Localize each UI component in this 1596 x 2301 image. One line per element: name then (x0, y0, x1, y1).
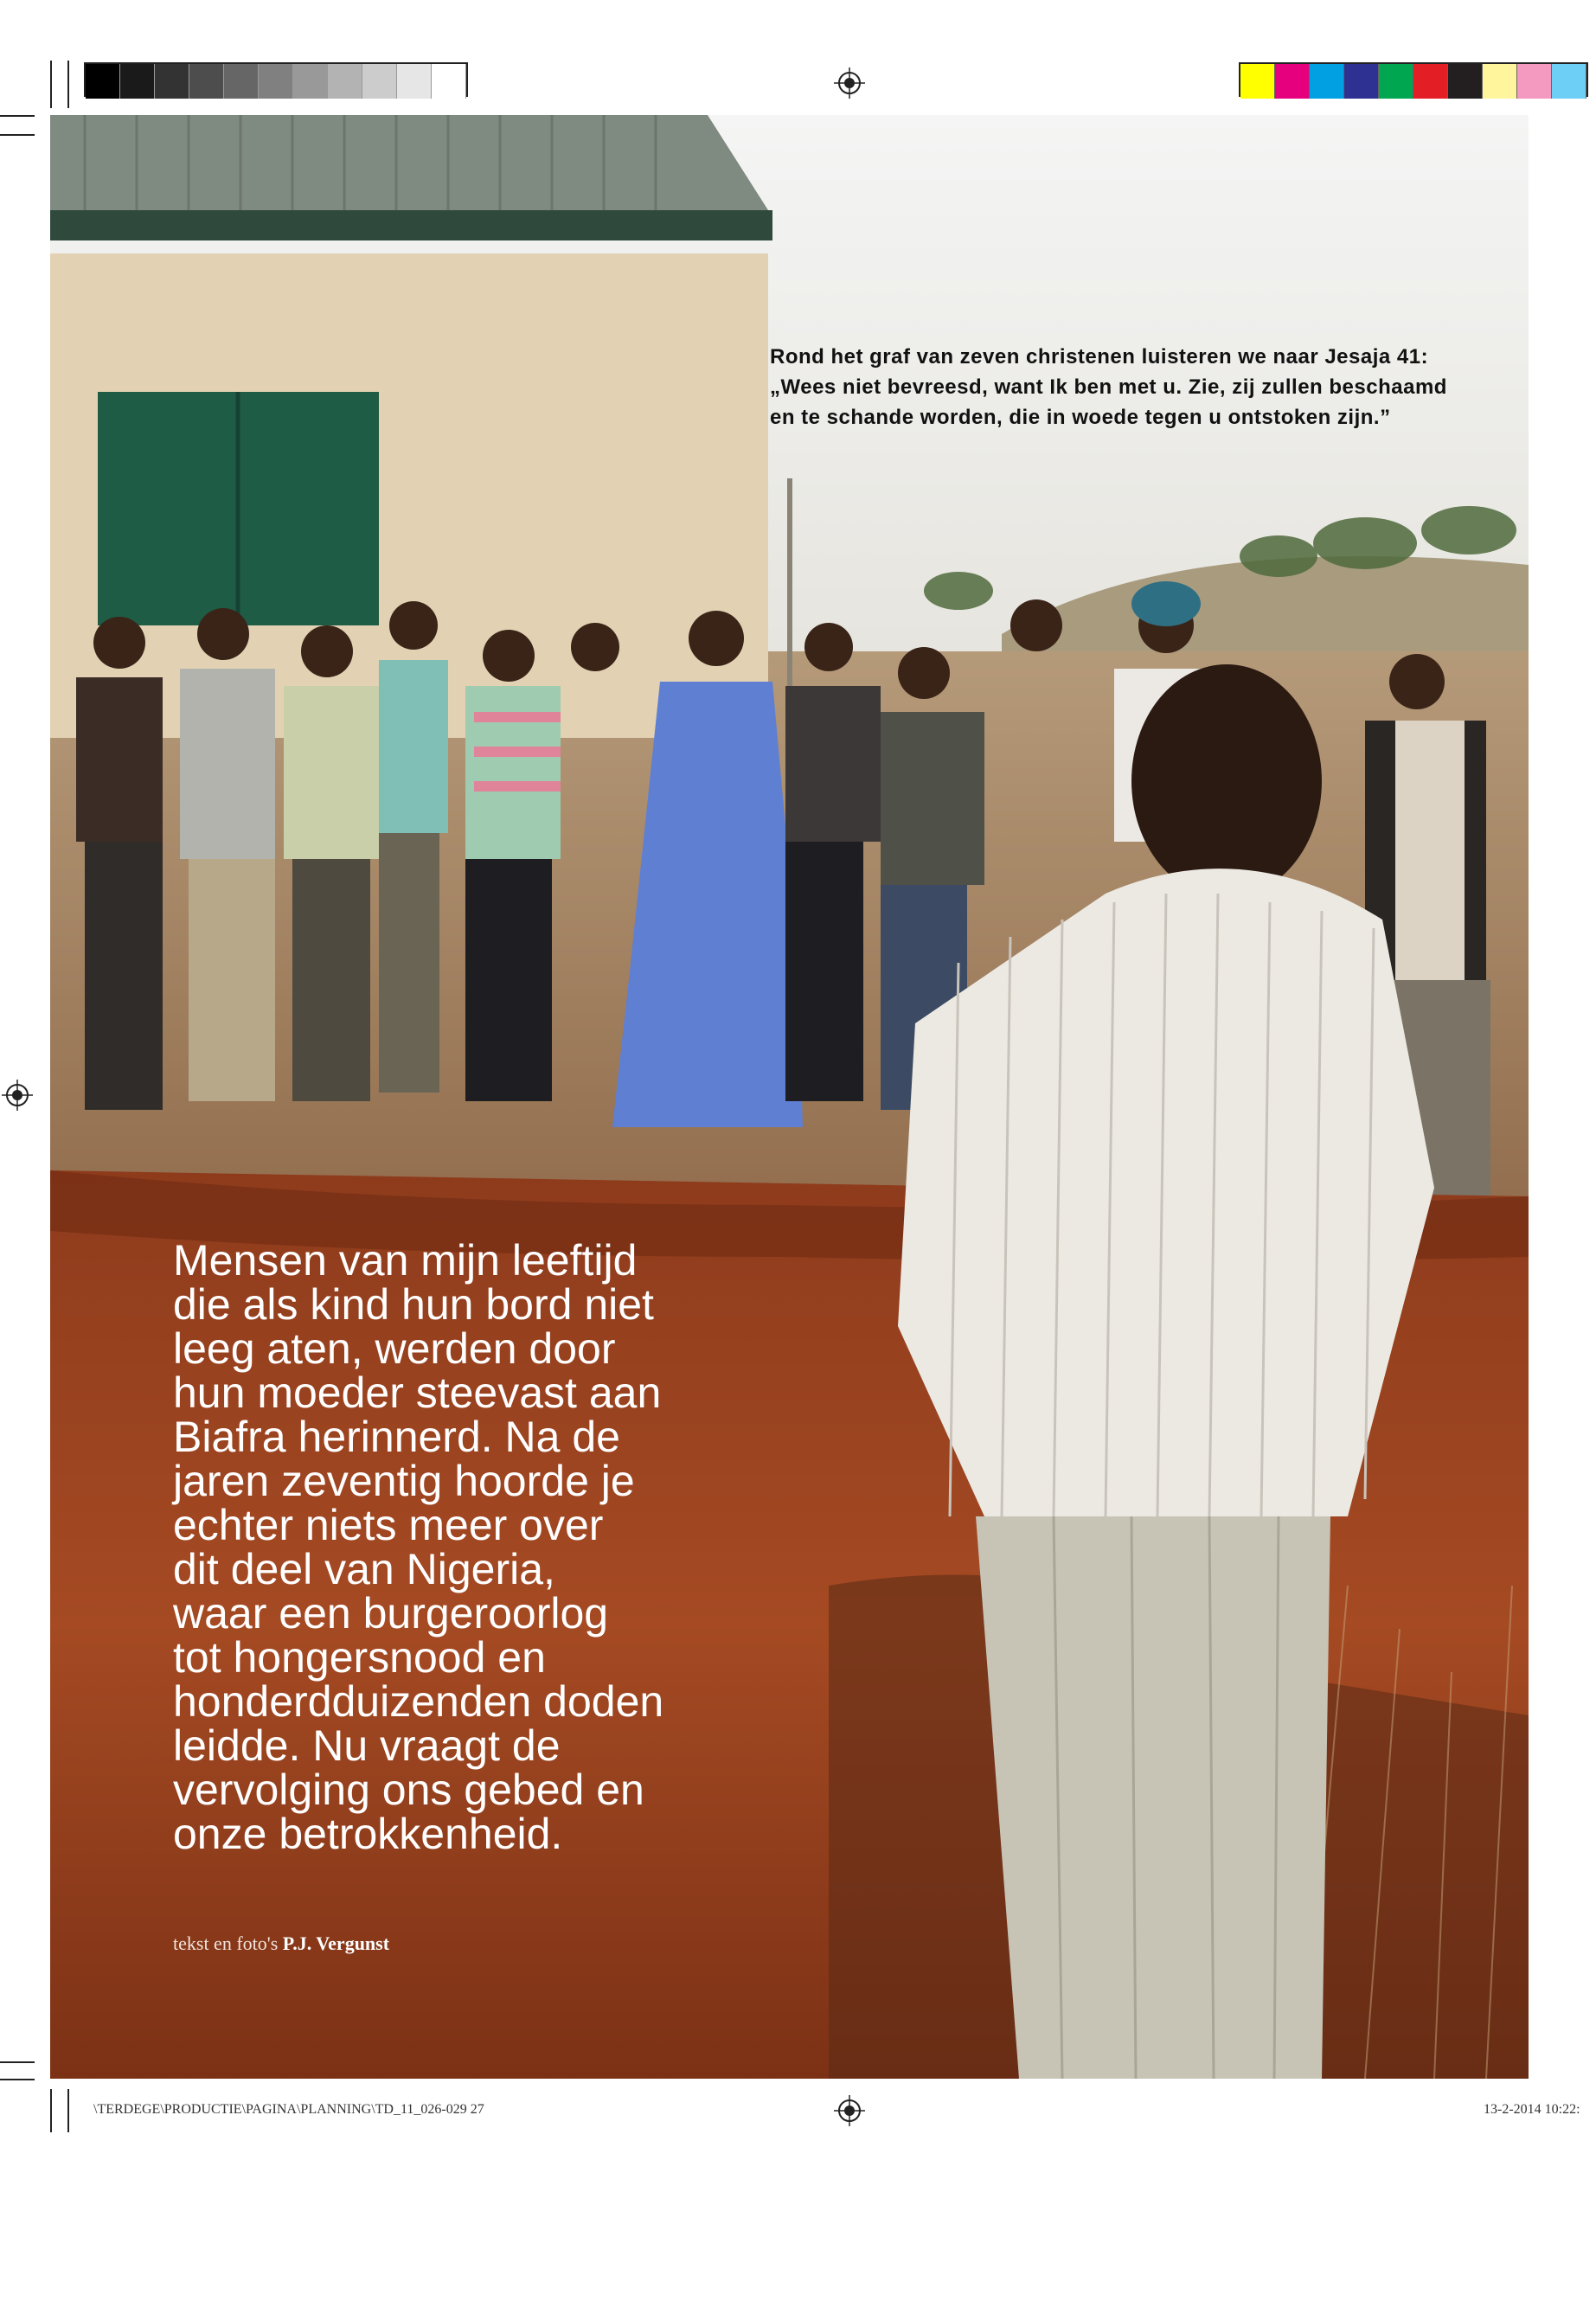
color-swatch (1344, 64, 1379, 99)
caption-line: Rond het graf van zeven christenen luisteren we naar Jesaja 41: (770, 345, 1429, 369)
intro-line: waar een burgeroorlog (173, 1589, 609, 1638)
color-swatch (1240, 64, 1275, 99)
byline (173, 1932, 389, 1955)
intro-line: tot hongersnood en (173, 1633, 546, 1682)
registration-mark-icon (834, 2095, 865, 2126)
color-swatch (1448, 64, 1483, 99)
photo-caption (770, 342, 1522, 433)
intro-line: onze betrokkenheid. (173, 1810, 563, 1858)
intro-line: hun moeder steevast aan (173, 1368, 662, 1417)
gray-swatch (189, 64, 224, 99)
color-swatch (1552, 64, 1586, 99)
color-swatch (1517, 64, 1552, 99)
crop-mark-top-left-h (0, 115, 35, 117)
intro-line: die als kind hun bord niet (173, 1280, 654, 1329)
intro-line: Mensen van mijn leeftijd (173, 1236, 638, 1285)
color-calibration-strip (1239, 62, 1588, 97)
gray-swatch (397, 64, 432, 99)
color-swatch (1275, 64, 1310, 99)
registration-mark-icon (834, 67, 865, 99)
intro-line: jaren zeventig hoorde je (173, 1457, 635, 1505)
color-swatch (1413, 64, 1448, 99)
intro-line: echter niets meer over (173, 1501, 604, 1549)
byline-prefix: tekst en foto's (173, 1932, 279, 1954)
gray-swatch (120, 64, 155, 99)
caption-line: „Wees niet bevreesd, want Ik ben met u. Zie, zij zullen beschaamd (770, 375, 1447, 399)
caption-line: en te schande worden, die in woede tegen u ontstoken zijn.” (770, 406, 1391, 429)
gray-swatch (86, 64, 120, 99)
slug-path: \TERDEGE\PRODUCTIE\PAGINA\PLANNING\TD_11_026-029 27 (93, 2102, 484, 2117)
color-swatch (1483, 64, 1517, 99)
gray-calibration-strip (84, 62, 468, 97)
crop-mark-bottom-left-h (0, 2061, 35, 2063)
intro-line: honderdduizenden doden (173, 1677, 664, 1726)
crop-mark-top-left-v2 (67, 61, 69, 108)
intro-line: vervolging ons gebed en (173, 1766, 644, 1814)
crop-mark-bottom-left-h2 (0, 2079, 35, 2080)
intro-line: leeg aten, werden door (173, 1324, 616, 1373)
gray-swatch (328, 64, 362, 99)
gray-swatch (224, 64, 259, 99)
byline-author: P.J. Vergunst (282, 1932, 390, 1954)
intro-line: dit deel van Nigeria, (173, 1545, 555, 1593)
crop-mark-bottom-left-v (50, 2089, 52, 2132)
crop-mark-top-left-v (50, 61, 52, 108)
gray-swatch (293, 64, 328, 99)
intro-line: leidde. Nu vraagt de (173, 1721, 561, 1770)
crop-mark-top-left-h2 (0, 134, 35, 136)
color-swatch (1379, 64, 1413, 99)
gray-swatch (155, 64, 189, 99)
gray-swatch (432, 64, 466, 99)
gray-swatch (362, 64, 397, 99)
slug-timestamp: 13-2-2014 10:22: (1484, 2102, 1580, 2117)
registration-mark-icon (2, 1080, 33, 1111)
intro-text (173, 1236, 779, 1858)
crop-mark-bottom-left-v2 (67, 2089, 69, 2132)
gray-swatch (259, 64, 293, 99)
intro-line: Biafra herinnerd. Na de (173, 1413, 620, 1461)
color-swatch (1310, 64, 1344, 99)
